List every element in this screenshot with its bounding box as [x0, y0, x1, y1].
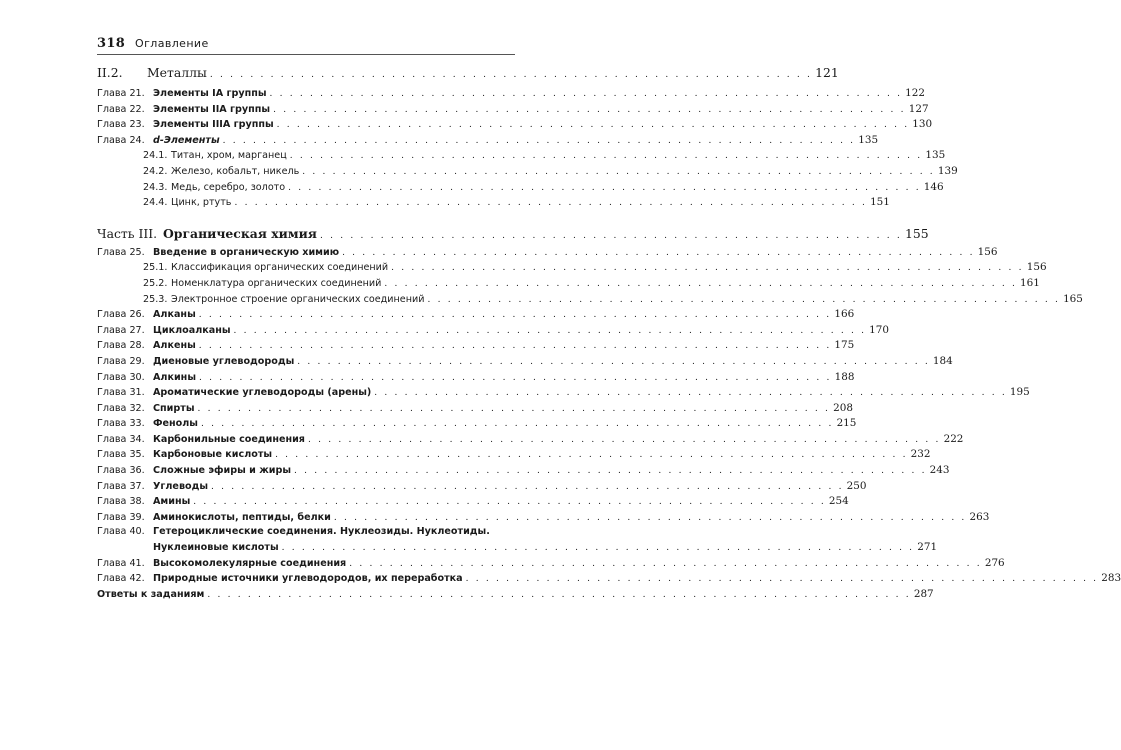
toc-subsection-25-3[interactable] — [97, 292, 1083, 308]
toc-prefix: 24.4. — [143, 197, 168, 209]
toc-subsection-24-4[interactable] — [97, 195, 890, 211]
toc-title: Железо, кобальт, никель — [171, 165, 300, 177]
toc-prefix: Глава 23. — [97, 119, 145, 131]
toc-title: Ответы к заданиям — [97, 588, 205, 600]
toc-page: 122 — [905, 87, 925, 99]
toc-chapter-23[interactable] — [97, 117, 933, 133]
toc-subsection-25-2[interactable] — [97, 276, 1040, 292]
toc-answers[interactable] — [97, 587, 934, 603]
toc-page: 156 — [1026, 261, 1047, 274]
toc-title: Карбонильные соединения — [153, 433, 305, 445]
toc-page: 166 — [834, 308, 855, 321]
toc-chapter-38[interactable] — [97, 494, 849, 510]
toc-page: 188 — [834, 370, 855, 383]
toc-prefix: 25.3. — [143, 293, 168, 305]
toc-chapter-35[interactable] — [97, 447, 931, 463]
toc-page: 276 — [984, 556, 1005, 569]
toc-prefix: II.2. — [97, 65, 123, 80]
toc-chapter-40[interactable] — [97, 525, 938, 555]
toc-prefix: Глава 35. — [97, 449, 145, 461]
toc-leader: . . . . . . . . . . . . . . . . . . . . . . . . . . . . . . . . . . . . . . . . . . . . . . . . . . . . . . . . . . . . . . . — [333, 512, 967, 523]
toc-leader: . . . . . . . . . . . . . . . . . . . . . . . . . . . . . . . . . . . . . . . . . . . . . . . . . . . . . . . . . . . . . . . — [307, 434, 941, 445]
toc-leader: . . . . . . . . . . . . . . . . . . . . . . . . . . . . . . . . . . . . . . . . . . . . . . . . . . . . . . . . . . . . . . . — [281, 543, 915, 554]
toc-chapter-42[interactable] — [97, 571, 1121, 587]
toc-page: 250 — [846, 479, 867, 492]
toc-title: Диеновые углеводороды — [153, 355, 295, 367]
toc-leader: . . . . . . . . . . . . . . . . . . . . . . . . . . . . . . . . . . . . . . . . . . . . . . . . . . . . . . . . . . . . . . . — [349, 558, 982, 569]
toc-page: 222 — [943, 432, 964, 445]
toc-leader: . . . . . . . . . . . . . . . . . . . . . . . . . . . . . . . . . . . . . . . . . . . . . . . . . . . . . . . . . . . . . . . — [384, 278, 1018, 289]
toc-subsection-24-1[interactable] — [97, 148, 946, 164]
table-of-contents — [97, 64, 1121, 602]
toc-prefix: 25.1. — [143, 262, 168, 274]
toc-title: Ароматические углеводороды (арены) — [153, 387, 372, 399]
toc-part-3[interactable] — [97, 225, 929, 245]
toc-chapter-39[interactable] — [97, 510, 990, 526]
toc-leader: . . . . . . . . . . . . . . . . . . . . . . . . . . . . . . . . . . . . . . . . . . . . . . . . . . . . . . . . . . . . . . . — [288, 182, 921, 193]
toc-leader: . . . . . . . . . . . . . . . . . . . . . . . . . . . . . . . . . . . . . . . . . . . . . . . . . . . . . . . . . . . . . . . — [197, 403, 831, 414]
toc-leader: . . . . . . . . . . . . . . . . . . . . . . . . . . . . . . . . . . . . . . . . . . . . . . . . . . . . . . . . . . . . — [209, 70, 813, 80]
toc-subsection-25-1[interactable] — [97, 260, 1047, 276]
page-header — [97, 36, 515, 55]
toc-prefix: Глава 26. — [97, 309, 145, 321]
toc-prefix: Глава 34. — [97, 433, 145, 445]
toc-title: Высокомолекулярные соединения — [153, 557, 347, 569]
toc-prefix: Глава 30. — [97, 371, 145, 383]
toc-prefix: 24.3. — [143, 181, 168, 193]
toc-prefix: Глава 36. — [97, 465, 145, 477]
toc-chapter-22[interactable] — [97, 102, 929, 118]
toc-chapter-37[interactable] — [97, 479, 867, 495]
toc-leader: . . . . . . . . . . . . . . . . . . . . . . . . . . . . . . . . . . . . . . . . . . . . . . . . . . . . . . . . . . . . . . . — [222, 135, 856, 146]
toc-title: Углеводы — [153, 480, 209, 492]
toc-chapter-29[interactable] — [97, 354, 953, 370]
toc-page: 127 — [908, 102, 929, 115]
toc-leader: . . . . . . . . . . . . . . . . . . . . . . . . . . . . . . . . . . . . . . . . . . . . . . . . . . . . . . . . . . . . . . . . . . . . . . — [207, 589, 911, 600]
toc-leader: . . . . . . . . . . . . . . . . . . . . . . . . . . . . . . . . . . . . . . . . . . . . . . . . . . . . . . . . . . . . . . . — [193, 497, 826, 508]
toc-title: Элементы IIA группы — [153, 103, 271, 115]
toc-prefix: Часть III. — [97, 225, 158, 241]
toc-leader: . . . . . . . . . . . . . . . . . . . . . . . . . . . . . . . . . . . . . . . . . . . . . . . . . . . . . . . . . . . . . . . — [427, 294, 1061, 305]
toc-subsection-24-2[interactable] — [97, 164, 958, 180]
toc-title: Цинк, ртуть — [171, 197, 232, 209]
toc-leader: . . . . . . . . . . . . . . . . . . . . . . . . . . . . . . . . . . . . . . . . . . . . . . . . . . . . . . . . . . . . . . . — [374, 388, 1007, 399]
toc-leader: . . . . . . . . . . . . . . . . . . . . . . . . . . . . . . . . . . . . . . . . . . . . . . . . . . . . . . . . . . . . . . . — [465, 574, 1099, 585]
toc-title: Электронное строение органических соединений — [171, 293, 425, 305]
page-number: 318 — [97, 36, 126, 51]
toc-leader: . . . . . . . . . . . . . . . . . . . . . . . . . . . . . . . . . . . . . . . . . . . . . . . . . . . . . . . . . . . . . . . — [199, 372, 832, 383]
toc-title: d-Элементы — [153, 134, 220, 146]
toc-leader: . . . . . . . . . . . . . . . . . . . . . . . . . . . . . . . . . . . . . . . . . . . . . . . . . . . . . . . . . . . . . . . — [211, 481, 844, 492]
toc-page: 130 — [912, 118, 933, 131]
toc-prefix: 24.1. — [143, 150, 168, 162]
toc-leader: . . . . . . . . . . . . . . . . . . . . . . . . . . . . . . . . . . . . . . . . . . . . . . . . . . . . . . . . . . . . . . . — [297, 356, 930, 367]
toc-leader: . . . . . . . . . . . . . . . . . . . . . . . . . . . . . . . . . . . . . . . . . . . . . . . . . . . . . . . . . . . . . . . — [302, 166, 935, 177]
toc-page: 184 — [932, 354, 953, 367]
toc-leader: . . . . . . . . . . . . . . . . . . . . . . . . . . . . . . . . . . . . . . . . . . . . . . . . . . . . . . . . . . . . . . . — [233, 325, 867, 336]
toc-subsection-24-3[interactable] — [97, 180, 944, 196]
toc-leader: . . . . . . . . . . . . . . . . . . . . . . . . . . . . . . . . . . . . . . . . . . . . . . . . . . . . . . . . . . . . . . . — [198, 310, 832, 321]
toc-title: Классификация органических соединений — [171, 262, 389, 274]
toc-prefix: 24.2. — [143, 165, 168, 177]
toc-title: Природные источники углеводородов, их переработка — [153, 573, 463, 585]
toc-page: 139 — [937, 164, 958, 177]
toc-page: 232 — [910, 448, 931, 461]
toc-prefix: Глава 41. — [97, 557, 145, 569]
toc-prefix: Глава 33. — [97, 418, 145, 430]
toc-chapter-36[interactable] — [97, 463, 950, 479]
toc-title: Алкены — [153, 340, 196, 352]
toc-prefix: Глава 29. — [97, 355, 145, 367]
toc-page: 170 — [869, 323, 889, 336]
toc-page: 195 — [1009, 386, 1030, 399]
toc-chapter-25[interactable] — [97, 245, 998, 261]
toc-page: 271 — [917, 541, 938, 554]
toc-prefix: Глава 32. — [97, 402, 145, 414]
toc-prefix: Глава 27. — [97, 324, 145, 336]
toc-title-line2: Нуклеиновые кислоты — [153, 542, 279, 554]
toc-prefix: Глава 40. — [97, 526, 145, 538]
toc-chapter-24[interactable] — [97, 133, 879, 149]
toc-title: Спирты — [153, 402, 195, 414]
toc-leader: . . . . . . . . . . . . . . . . . . . . . . . . . . . . . . . . . . . . . . . . . . . . . . . . . . . . . . . . . . . . . . . — [234, 198, 868, 209]
toc-page: 151 — [870, 196, 890, 209]
toc-page: 165 — [1063, 292, 1083, 305]
toc-prefix: 25.2. — [143, 277, 168, 289]
toc-page: 215 — [836, 417, 857, 430]
toc-title: Сложные эфиры и жиры — [153, 465, 292, 477]
toc-page: 156 — [977, 245, 998, 258]
toc-leader: . . . . . . . . . . . . . . . . . . . . . . . . . . . . . . . . . . . . . . . . . . . . . . . . . . . . . . . . . . . . . . . — [294, 466, 927, 477]
running-title: Оглавление — [135, 37, 209, 50]
toc-title: Фенолы — [153, 418, 198, 430]
toc-leader: . . . . . . . . . . . . . . . . . . . . . . . . . . . . . . . . . . . . . . . . . . . . . . . . . . . . . . . . . . . . . . . — [198, 341, 832, 352]
toc-leader: . . . . . . . . . . . . . . . . . . . . . . . . . . . . . . . . . . . . . . . . . . . . . . . . . . . . . . . . . . . . . . . — [342, 247, 975, 258]
toc-section-metals[interactable] — [97, 64, 839, 84]
toc-chapter-33[interactable] — [97, 416, 857, 432]
toc-title: Металлы — [147, 65, 207, 80]
toc-leader: . . . . . . . . . . . . . . . . . . . . . . . . . . . . . . . . . . . . . . . . . . . . . . . . . . . . . . . . . . — [319, 230, 902, 241]
toc-page: 263 — [969, 510, 990, 523]
toc-prefix: Глава 31. — [97, 387, 145, 399]
toc-title: Аминокислоты, пептиды, белки — [153, 511, 331, 523]
toc-leader: . . . . . . . . . . . . . . . . . . . . . . . . . . . . . . . . . . . . . . . . . . . . . . . . . . . . . . . . . . . . . . . — [269, 89, 903, 99]
toc-leader: . . . . . . . . . . . . . . . . . . . . . . . . . . . . . . . . . . . . . . . . . . . . . . . . . . . . . . . . . . . . . . . — [289, 151, 923, 162]
toc-page: 175 — [834, 339, 855, 352]
toc-title: Органическая химия — [163, 225, 317, 241]
toc-page: 161 — [1020, 276, 1040, 289]
toc-chapter-27[interactable] — [97, 323, 889, 339]
toc-chapter-41[interactable] — [97, 556, 1005, 572]
toc-title: Номенклатура органических соединений — [171, 277, 382, 289]
toc-title: Элементы IA группы — [153, 88, 267, 99]
toc-page: 146 — [923, 180, 944, 193]
toc-title: Элементы IIIA группы — [153, 119, 274, 131]
toc-title: Циклоалканы — [153, 324, 231, 336]
toc-chapter-30[interactable] — [97, 370, 855, 386]
toc-prefix: Глава 42. — [97, 573, 145, 585]
toc-title: Титан, хром, марганец — [171, 150, 287, 162]
toc-prefix: Глава 22. — [97, 103, 145, 115]
toc-page: 121 — [815, 65, 839, 80]
toc-title: Введение в органическую химию — [153, 246, 340, 258]
toc-prefix: Глава 24. — [97, 134, 145, 146]
toc-leader: . . . . . . . . . . . . . . . . . . . . . . . . . . . . . . . . . . . . . . . . . . . . . . . . . . . . . . . . . . . . . . . — [200, 419, 834, 430]
toc-title: Карбоновые кислоты — [153, 449, 273, 461]
toc-chapter-28[interactable] — [97, 338, 855, 354]
toc-prefix: Глава 38. — [97, 496, 145, 508]
toc-chapter-31[interactable] — [97, 385, 1030, 401]
toc-page: 243 — [929, 464, 950, 477]
toc-leader: . . . . . . . . . . . . . . . . . . . . . . . . . . . . . . . . . . . . . . . . . . . . . . . . . . . . . . . . . . . . . . . — [273, 104, 906, 115]
toc-page: 135 — [858, 133, 879, 146]
toc-prefix: Глава 28. — [97, 340, 145, 352]
toc-prefix: Глава 21. — [97, 88, 145, 99]
toc-chapter-32[interactable] — [97, 401, 853, 417]
toc-page: 208 — [833, 401, 853, 414]
toc-page: 287 — [913, 587, 934, 600]
toc-page: 254 — [828, 495, 849, 508]
toc-prefix: Глава 25. — [97, 246, 145, 258]
toc-title: Алканы — [153, 309, 196, 321]
toc-page: 135 — [925, 149, 946, 162]
toc-chapter-34[interactable] — [97, 432, 964, 448]
toc-title: Алкины — [153, 371, 196, 383]
toc-page: 155 — [904, 225, 929, 241]
toc-leader: . . . . . . . . . . . . . . . . . . . . . . . . . . . . . . . . . . . . . . . . . . . . . . . . . . . . . . . . . . . . . . . — [391, 263, 1024, 274]
toc-title: Амины — [153, 496, 191, 508]
toc-title-line1: Гетероциклические соединения. Нуклеозиды. Нуклеотиды. — [153, 526, 490, 538]
toc-prefix: Глава 39. — [97, 511, 145, 523]
toc-prefix: Глава 37. — [97, 480, 145, 492]
toc-title: Медь, серебро, золото — [171, 181, 286, 193]
toc-chapter-26[interactable] — [97, 307, 855, 323]
toc-leader: . . . . . . . . . . . . . . . . . . . . . . . . . . . . . . . . . . . . . . . . . . . . . . . . . . . . . . . . . . . . . . . — [275, 450, 908, 461]
toc-leader: . . . . . . . . . . . . . . . . . . . . . . . . . . . . . . . . . . . . . . . . . . . . . . . . . . . . . . . . . . . . . . . — [276, 120, 910, 131]
toc-chapter-21[interactable] — [97, 86, 925, 102]
toc-page: 283 — [1101, 572, 1121, 585]
